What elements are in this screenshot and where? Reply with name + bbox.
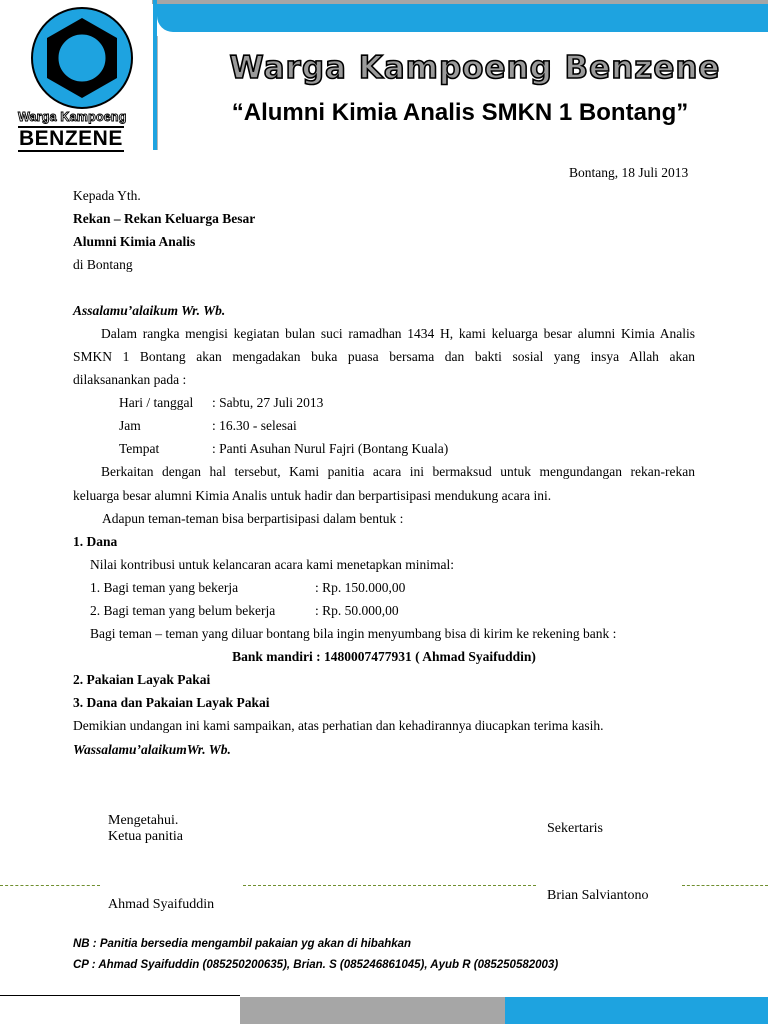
bank-intro: Bagi teman – teman yang diluar bontang bila ingin menyumbang bisa di kirim ke rekening bank : bbox=[90, 626, 617, 641]
header-blue-bar bbox=[157, 4, 768, 32]
detail-value-place: : Panti Asuhan Nurul Fajri (Bontang Kuala) bbox=[212, 441, 449, 456]
para3: Adapun teman-teman bisa berpartisipasi dalam bentuk : bbox=[102, 511, 404, 526]
closing-text: Demikian undangan ini kami sampaikan, atas perhatian dan kehadirannya diucapkan terima kasih. bbox=[73, 718, 604, 733]
signature-dashed-line bbox=[682, 885, 768, 886]
sign-right-name: Brian Salviantono bbox=[547, 888, 649, 903]
note-cp: CP : Ahmad Syaifuddin (085250200635), Brian. S (085246861045), Ayub R (085250582003) bbox=[73, 959, 559, 971]
para2-line1: Berkaitan dengan hal tersebut, Kami panitia acara ini bermaksud untuk mengundangan rekan-rekan bbox=[101, 464, 695, 479]
item-pakaian: 2. Pakaian Layak Pakai bbox=[73, 672, 211, 687]
para1-line3: dilaksanankan pada : bbox=[73, 372, 187, 387]
org-name: Warga Kampoeng Benzene bbox=[229, 50, 721, 86]
recipient-line-3: Alumni Kimia Analis bbox=[73, 234, 196, 249]
org-subtitle: “Alumni Kimia Analis SMKN 1 Bontang” bbox=[231, 99, 689, 126]
dana-intro: Nilai kontribusi untuk kelancaran acara kami menetapkan minimal: bbox=[90, 557, 454, 572]
benzene-logo-icon bbox=[30, 6, 134, 110]
signature-dashed-line bbox=[243, 885, 536, 886]
item-dana: 1. Dana bbox=[73, 534, 118, 549]
detail-label-time: Jam bbox=[119, 418, 141, 433]
logo-big-text: BENZENE bbox=[19, 127, 123, 150]
detail-label-place: Tempat bbox=[119, 441, 160, 456]
sign-right-title: Sekertaris bbox=[547, 821, 603, 836]
greeting: Assalamu’alaikum Wr. Wb. bbox=[73, 303, 226, 318]
para1-line2: SMKN 1 Bontang akan mengadakan buka puasa bersama dan bakti sosial yang insya Allah akan bbox=[73, 349, 695, 364]
bank-account: Bank mandiri : 1480007477931 ( Ahmad Syaifuddin) bbox=[232, 649, 536, 664]
signature-dashed-line bbox=[0, 885, 100, 886]
detail-value-time: : 16.30 - selesai bbox=[212, 418, 297, 433]
letter-date: Bontang, 18 Juli 2013 bbox=[569, 165, 689, 180]
recipient-line-1: Kepada Yth. bbox=[73, 188, 141, 203]
logo-small-text: Warga Kampoeng bbox=[18, 110, 127, 124]
footer-blue-bar bbox=[505, 997, 768, 1024]
contrib-value-nonworking: : Rp. 50.000,00 bbox=[315, 603, 399, 618]
sign-left-name: Ahmad Syaifuddin bbox=[108, 897, 215, 912]
recipient-line-2: Rekan – Rekan Keluarga Besar bbox=[73, 211, 256, 226]
contrib-value-working: : Rp. 150.000,00 bbox=[315, 580, 406, 595]
org-logo bbox=[14, 6, 154, 156]
note-nb: NB : Panitia bersedia mengambil pakaian yg akan di hibahkan bbox=[73, 938, 412, 950]
para2-line2: keluarga besar alumni Kimia Analis untuk hadir dan berpartisipasi mendukung acara ini. bbox=[73, 488, 552, 503]
farewell: Wassalamu’alaikumWr. Wb. bbox=[73, 742, 231, 757]
para1-line1: Dalam rangka mengisi kegiatan bulan suci ramadhan 1434 H, kami keluarga besar alumni Kimia Analis bbox=[101, 326, 695, 341]
footer-gray-bar bbox=[240, 997, 505, 1024]
footer-line bbox=[0, 995, 240, 996]
sign-left-line1: Mengetahui. bbox=[108, 813, 179, 828]
detail-value-date: : Sabtu, 27 Juli 2013 bbox=[212, 395, 324, 410]
contrib-label-working: 1. Bagi teman yang bekerja bbox=[90, 580, 239, 595]
recipient-line-4: di Bontang bbox=[73, 257, 133, 272]
sign-left-line2: Ketua panitia bbox=[108, 829, 184, 844]
item-dana-pakaian: 3. Dana dan Pakaian Layak Pakai bbox=[73, 695, 270, 710]
contrib-label-nonworking: 2. Bagi teman yang belum bekerja bbox=[90, 603, 276, 618]
detail-label-date: Hari / tanggal bbox=[119, 395, 194, 410]
